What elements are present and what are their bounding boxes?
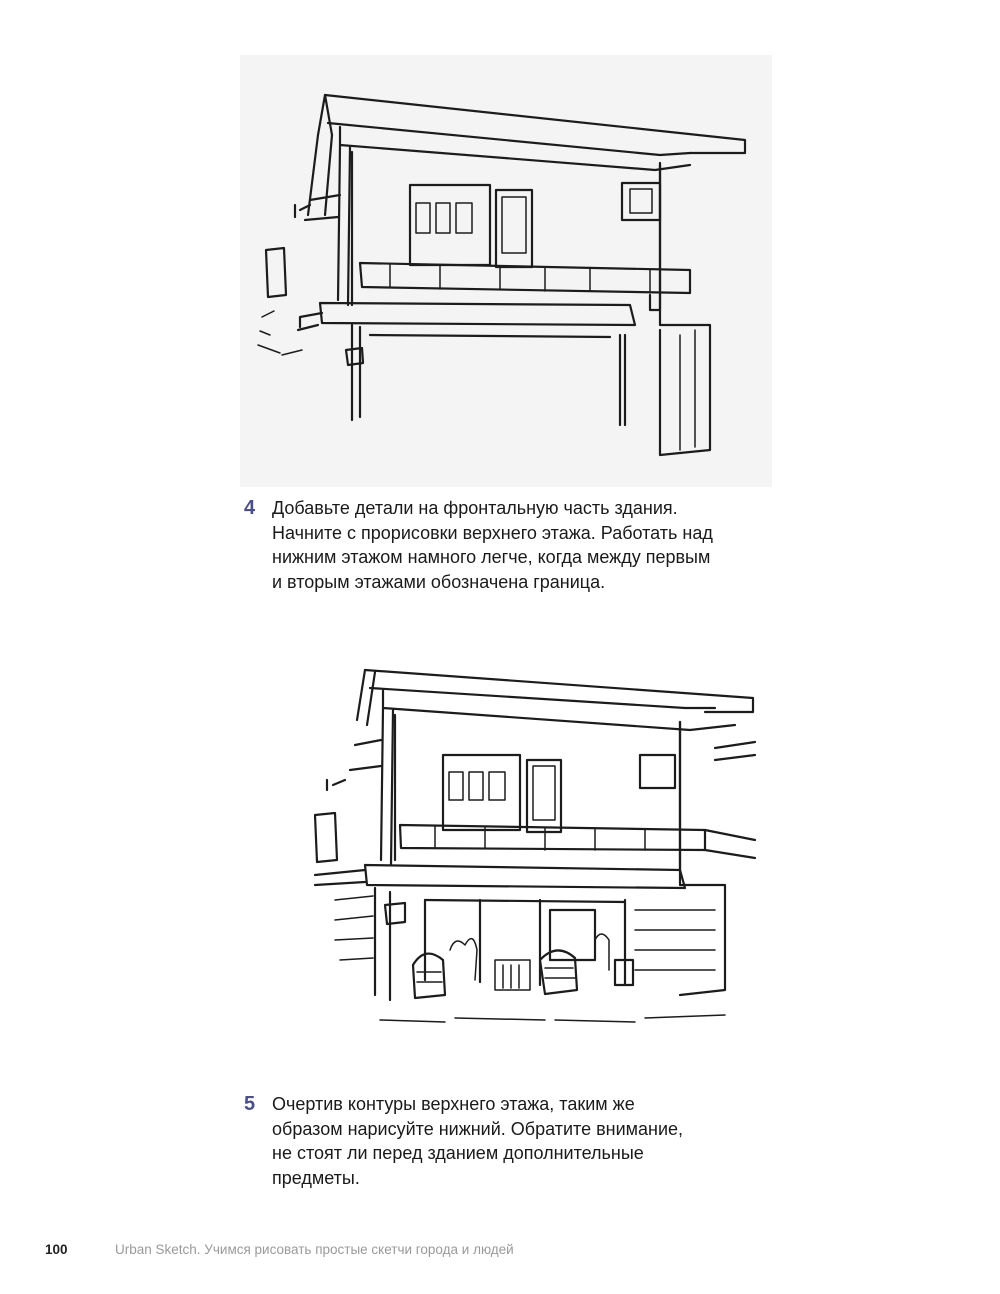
step-5: [244, 1092, 684, 1190]
building-sketch-step-5: [295, 660, 765, 1040]
step-number: 4: [244, 497, 256, 519]
building-sketch-step-4: [240, 55, 772, 487]
step-text: Добавьте детали на фронтальную часть здания. Начните с прорисовки верхнего этажа. Работать над нижним этажом намного легче, когда между первым и вторым этажами обозначена граница.: [272, 498, 713, 592]
book-title: Urban Sketch. Учимся рисовать простые скетчи города и людей: [115, 1242, 514, 1257]
page-number: 100: [45, 1242, 68, 1257]
page-footer: [45, 1242, 514, 1257]
step-number: 5: [244, 1093, 256, 1115]
step-4: [244, 496, 714, 594]
step-text: Очертив контуры верхнего этажа, таким же образом нарисуйте нижний. Обратите внимание, не стоят ли перед зданием дополнительные предметы.: [272, 1094, 684, 1188]
